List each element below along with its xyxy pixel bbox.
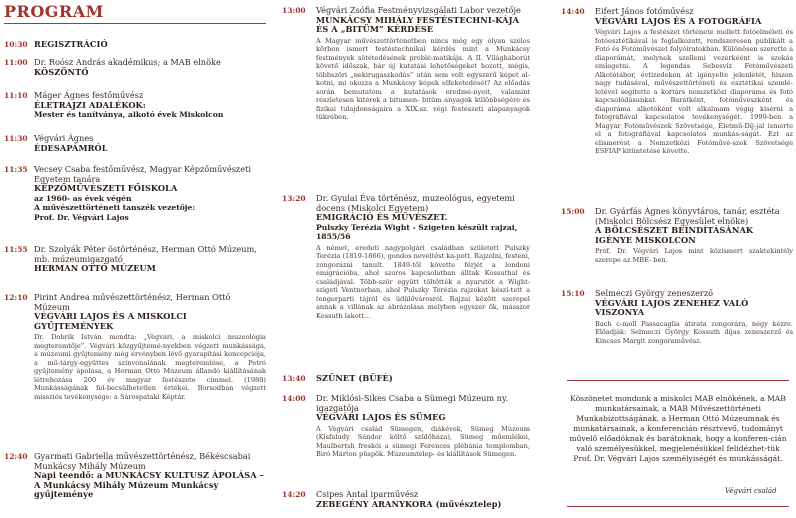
program-item <box>4 452 266 500</box>
item-time: 13:00 <box>282 6 306 15</box>
item-time: 11:10 <box>4 91 28 100</box>
item-speaker: Selmeczi György zeneszerző <box>595 288 714 298</box>
item-description: Prof. Dr. Végvári Lajos mint közismert szaktekintély szerepe az MBE- ben. <box>595 247 793 264</box>
item-time: 11:00 <box>4 58 28 67</box>
item-time: 14:20 <box>282 490 306 499</box>
item-title: A BÖLCSÉSZET BEINDÍTÁSÁNAK IGÉNYE MISKOLCON <box>595 225 754 245</box>
thanks-top-divider <box>567 380 789 381</box>
item-speaker: Gyarmati Gabriella művészettörténész, Békéscsabai Munkácsy Mihály Múzeum <box>34 451 251 471</box>
item-time: 15:10 <box>561 289 585 298</box>
item-subtitle: Prof. Dr. Végvári Lajos <box>34 212 129 222</box>
program-item <box>561 207 793 264</box>
program-item <box>282 6 530 122</box>
item-speaker: Dr. Szolyák Péter östörténész, Herman Ottó Múzeum, mb. múzeumigazgató <box>34 244 257 264</box>
program-item <box>4 245 266 274</box>
item-title: KÖSZÖNTŐ <box>34 66 89 77</box>
item-description: A német, eredeti nagypolgári családban született Pulszky Terézia (1819-1866), gondos neveltést ka-pott. Rajzolni, festeni, zongorázni tanult. 1849-től követte férjét a londoni emigrációba, ahol szoros kapcsolatban álltak Kossuthal és családjával. Több-ször együtt töltötték a nyarutöt a Wight-szigeti Ventnorban, ahol Pulszky Terézia rajzokat készí-tett a tengerparti tájról és üdülővárosról. Rajzai között szerepel annak a villának az ábrázolása melyben egyszer ők, másszor Kossuth lakott... <box>316 243 531 320</box>
item-description: Dr. Dobrik István mondta: „Végvári, a miskolci muzeológia megteremtője”. Végvári közgyűjtemé-nyekben végzett munkássága, a múzeumi gyűjtemény még érvényben lévő gyarapítási koncepciója, a mű-tárgy-együttes színvonalának megteremtése, a Petró gyűjtemény ápolása, a Herman Ottó Múzeum állandó kiállításának létrehozása 200 év magyar festészete címmel. (1980) Munkásságának fel-becsülhetetlen értékei. Borsodban végzett missziós tevékenysége: a Sárospataki Képtár. <box>34 333 266 401</box>
item-speaker: Csipes Antal iparművész <box>316 489 419 499</box>
signature: Végvári család <box>725 487 777 495</box>
program-item <box>282 194 530 320</box>
item-title: VÉGVÁRI LAJOS ÉS A MISKOLCI GYŰJTEMÉNYEK <box>34 311 187 331</box>
program-item <box>282 394 530 459</box>
program-item <box>282 490 530 509</box>
item-title: ÉLETRAJZI ADALÉKOK: <box>34 99 146 110</box>
item-time: 12:40 <box>4 452 28 461</box>
item-time: 11:55 <box>4 245 28 254</box>
item-description: Végvári Lajos a festészet története mellett fotóelméleti és fotóesztétikával is foglalkozott, rendszeresen publikált a Fotó és Fotóművészet folyóiratokban. Különösen szerette a diaporámát, melynek szellemi vezérkéént is szokás emlegetni. A legendás Sebesvíz Fotóművészeti Alkotótábor, évtizedeken át igényelte jelenlétét, hiszen nagy tudásával, művészettörténeti és esztétikai szemlé-letével segítette a kortárs nemzetközi diaporáma és fotó kapcsolódásunkat. Barátként, fotóművészként és diaporáma alkotóként volt alkalmam végig kísérni a fotográfiával kapcsolatos tevékenységét. 1999-ben a Magyar Fotóművészek Szövetsége, Életmű-Díj-jal ismerte el a fotográfiával kapcsolatos munkás-ságát. Ezt az elismerést a Nemzetközi Fotóművé-szek Szövetsége ESFIAP kitüntetése követte. <box>595 28 793 156</box>
item-speaker: Végvári Zsófia Festményvizsgálati Labor vezetője <box>316 5 521 15</box>
item-speaker: Végvári Ágnes <box>34 133 94 143</box>
item-title: EMIGRÁCIÓ ÉS MŰVÉSZET. <box>316 212 448 223</box>
item-title: ÉDESAPÁMRÓL <box>34 142 108 153</box>
program-item <box>561 289 793 345</box>
thanks-bottom-divider <box>567 506 789 507</box>
item-speaker: Dr. Roósz András akadémikus; a MAB elnöke <box>34 57 221 67</box>
item-time: 12:10 <box>4 293 28 302</box>
item-speaker: Máger Ágnes festőművész <box>34 90 144 100</box>
item-title: MUNKÁCSY MIHÁLY FESTÉSTECHNI-KÁJA ÉS A „BITÜM” KÉRDÉSE <box>316 14 520 35</box>
item-speaker: Dr. Gyulai Éva történész, muzeológus, egyetemi docens (Miskolci Egyetem) <box>316 193 515 213</box>
item-time: 10:30 <box>4 40 28 49</box>
item-time: 11:35 <box>4 165 28 174</box>
item-title: VÉGVÁRI LAJOS ZENEHEZ VALÓ VISZONYA <box>595 297 749 318</box>
program-item <box>4 91 266 120</box>
title-divider <box>4 23 266 24</box>
program-item <box>4 134 266 153</box>
item-speaker: Dr. Miklósi-Sikes Csaba a Sümegi Múzeum ny. igazgatója <box>316 393 509 413</box>
item-title: KÉPZŐMŰVÉSZETI FŐISKOLA <box>34 183 178 194</box>
program-item <box>282 374 530 384</box>
item-time: 11:30 <box>4 134 28 143</box>
program-item <box>561 7 793 156</box>
item-time: 14:00 <box>282 394 306 403</box>
item-time: 13:20 <box>282 194 306 203</box>
item-title: Napi teendő: a MUNKÁCSY KULTUSZ ÁPOLÁSA – A Munkácsy Mihály Múzeum Munkácsy gyűjteménye <box>34 470 264 500</box>
program-item <box>4 40 266 50</box>
item-speaker: Vecsey Csaba festőművész, Magyar Képzőművészeti Egyetem tanára <box>34 164 251 184</box>
item-title: VÉGVÁRI LAJOS ÉS SÜMEG <box>316 412 446 423</box>
item-subtitle: az 1960- as évek végén <box>34 193 132 203</box>
item-title: ZEBEGÉNY ARANYKORA (művésztelep) <box>316 498 502 509</box>
item-title: SZÜNET (BÜFÉ) <box>316 373 393 383</box>
program-item <box>4 165 266 223</box>
item-speaker: Eifert János fotóművész <box>595 6 694 16</box>
item-subtitle: Mester és tanítványa, alkotó évek Miskolcon <box>34 110 224 120</box>
item-description: Bach c-moll Passacaglia átirata zongorára, négy kézre. Előadják: Selmeczi György Kossuth díjas zeneszerző és Kincses Margit zongoraművész. <box>595 319 793 345</box>
item-subtitle: Pulszky Terézia Wight - Szigeten készült rajzai, 1855/56 <box>316 222 518 242</box>
acknowledgement: Köszönetet mondunk a miskolci MAB elnökének, a MAB munkatársainak, a MAB Művészettörténeti Munkabizottságának, a Herman Ottó Múzeumnak és munkatársainak, a konferencián résztvevő, tudományt művelő előadóknak és barátoknak, hogy a konferen-cián való személyesükkel, megjelenésükkel felidézhet-tük Prof. Dr. Végvári Lajos személyiségét és munkásságát. <box>569 394 787 463</box>
item-time: 15:00 <box>561 207 585 216</box>
item-time: 14:40 <box>561 7 585 16</box>
item-time: 13:40 <box>282 374 306 383</box>
page-title: PROGRAM <box>4 2 104 21</box>
program-item <box>4 58 266 77</box>
item-speaker: Pirint Andrea művészettörténész, Herman Ottó Múzeum <box>34 292 231 312</box>
item-description: A Végvári család Sümegen, diákévek, Sümeg Múzeum (Kisfaludy Sándor költő szülőháza), Sümeg műemlékei, Maulbertsh freskói a sümegi Ferences plébánia templomban, Biró Márton püspök. Múzeumtelep- és kiállítások Sümegen. <box>316 424 530 459</box>
item-description: A Magyar művészettörténetben nincs még egy olyan széles körben ismert festéstechnikai kérdés mint a Munkácsy festmények sötétedésének problé-matikája. A II. Világháborút követő időszak, bár új kutatási lehetőségeket hozott, mégis, többszöri „nekirugaszkodás” után sem volt egyszerű képet al-kotni, mi okozza a Munkácsy képek elfeketedését? Az előadás során bemutatom a kutatások eredmé-nyeit, valamint részletesen kitérek a bitumen- bitüm anyagok különbségére és fizikai tulajdonságaira a XIX.sz. végi festészeti alapanyagok tükrében. <box>316 36 530 122</box>
program-item <box>4 293 266 401</box>
item-title: HERMAN OTTÓ MÚZEUM <box>34 263 156 274</box>
item-subtitle: A művészettörténeti tanszék vezetője: <box>34 203 196 213</box>
item-title: REGISZTRÁCIÓ <box>34 39 108 49</box>
item-title: VÉGVÁRI LAJOS ÉS A FOTOGRÁFIA <box>595 15 762 26</box>
item-speaker: Dr. Gyárfás Ágnes könyvtáros, tanár, esztéta (Miskolci Bölcsész Egyesület elnöke) <box>595 206 780 226</box>
